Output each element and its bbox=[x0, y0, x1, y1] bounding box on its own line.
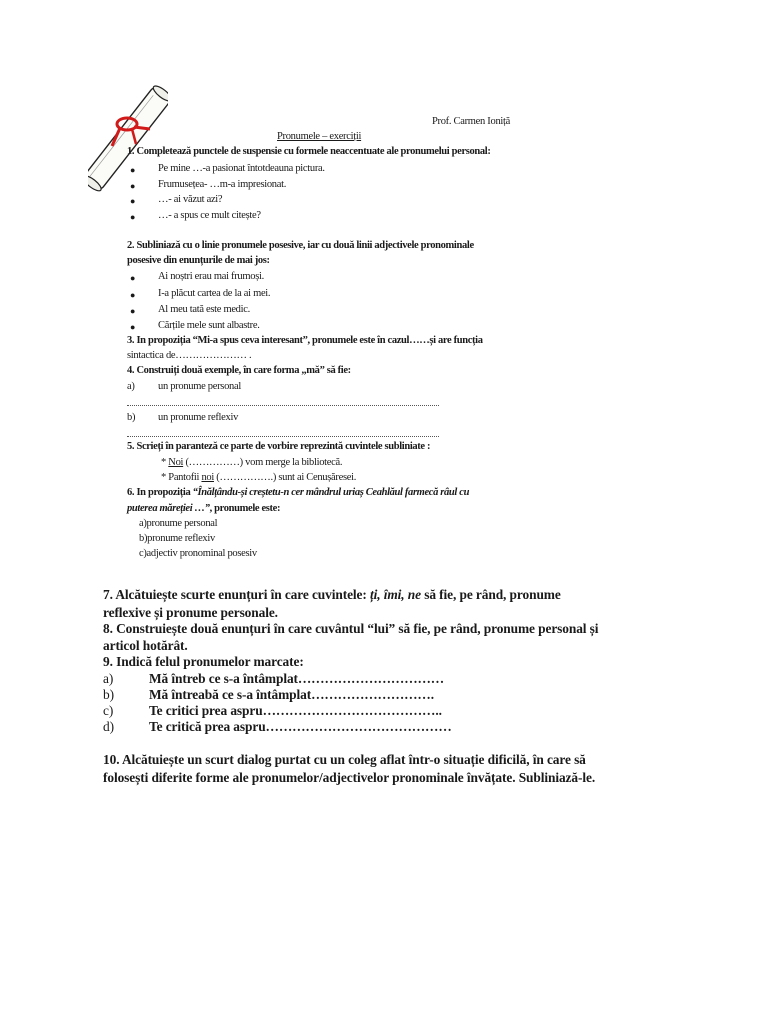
answer-line bbox=[127, 436, 439, 437]
ex2-prompt-line2: posesive din enunțurile de mai jos: bbox=[127, 255, 270, 266]
ex9-item: Te critică prea aspru…………………………………… bbox=[149, 719, 452, 734]
ex4-a-label: a) bbox=[127, 381, 135, 392]
underlined-word: noi bbox=[201, 472, 214, 483]
ex9-label: d) bbox=[103, 719, 114, 734]
ex2-item: I-a plăcut cartea de la ai mei. bbox=[158, 288, 271, 299]
scroll-icon bbox=[88, 84, 168, 194]
ex10-line2: folosești diferite forme ale pronumelor/adjectivelor pronominale învățate. Subliniază-le. bbox=[103, 770, 596, 785]
bullet-icon: ● bbox=[130, 181, 136, 191]
ex6-line1: 6. In propoziția “Înălțându-și creștetu-n cer mândrul uriaș Ceahlăul farmecă râul cu bbox=[127, 487, 470, 498]
bullet-icon: ● bbox=[130, 322, 136, 332]
ex1-item: Pe mine …-a pasionat întotdeauna pictura. bbox=[158, 163, 325, 174]
ex9-label: a) bbox=[103, 671, 114, 686]
bullet-icon: ● bbox=[130, 306, 136, 316]
ex2-item: Ai noștri erau mai frumoși. bbox=[158, 271, 264, 282]
ex9-prompt: 9. Indică felul pronumelor marcate: bbox=[103, 654, 304, 669]
ex8-line2: articol hotărât. bbox=[103, 638, 188, 653]
ex4-a-text: un pronume personal bbox=[158, 381, 241, 392]
ex5-line1: * Noi (……………) vom merge la bibliotecă. bbox=[161, 457, 343, 468]
ex5-prompt: 5. Scrieți în paranteză ce parte de vorbire reprezintă cuvintele subliniate : bbox=[127, 441, 431, 452]
ex9-label: c) bbox=[103, 703, 114, 718]
ex10-line1: 10. Alcătuiește un scurt dialog purtat cu un coleg aflat într-o situație dificilă, în care să bbox=[103, 752, 586, 767]
bullet-icon: ● bbox=[130, 212, 136, 222]
ex6-option: c)adjectiv pronominal posesiv bbox=[139, 548, 257, 559]
ex9-item: Mă întreb ce s-a întâmplat…………………………… bbox=[149, 671, 445, 686]
ex7-line1: 7. Alcătuiește scurte enunțuri în care cuvintele: ți, îmi, ne să fie, pe rând, pronume bbox=[103, 587, 561, 602]
underlined-word: Noi bbox=[168, 457, 184, 468]
ex9-item: Te critici prea aspru………………………………….. bbox=[149, 703, 442, 718]
ex2-item: Cărțile mele sunt albastre. bbox=[158, 320, 260, 331]
ex5-line2: * Pantofii noi (…………….) sunt ai Cenușăresei. bbox=[161, 472, 357, 483]
ex4-b-text: un pronume reflexiv bbox=[158, 412, 239, 423]
ex4-b-label: b) bbox=[127, 412, 136, 423]
ex6-line2: puterea măreției …”, pronumele este: bbox=[127, 503, 281, 514]
bullet-icon: ● bbox=[130, 290, 136, 300]
ex6-option: b)pronume reflexiv bbox=[139, 533, 215, 544]
ex1-item: …- a spus ce mult citește? bbox=[158, 210, 261, 221]
ex3-line1: 3. In propoziția “Mi-a spus ceva interesant”, pronumele este în cazul……și are funcția bbox=[127, 335, 483, 346]
bullet-icon: ● bbox=[130, 273, 136, 283]
ex3-line2: sintactica de………………… . bbox=[127, 350, 252, 361]
ex9-item: Mă întreabă ce s-a întâmplat………………………. bbox=[149, 687, 434, 702]
ex4-prompt: 4. Construiți două exemple, în care forma „mă” să fie: bbox=[127, 365, 351, 376]
ex8-line1: 8. Construiește două enunțuri în care cuvântul “lui” să fie, pe rând, pronume personal și bbox=[103, 621, 599, 636]
ex1-prompt: 1. Completează punctele de suspensie cu formele neaccentuate ale pronumelui personal: bbox=[127, 146, 491, 157]
ex9-label: b) bbox=[103, 687, 114, 702]
bullet-icon: ● bbox=[130, 165, 136, 175]
ex1-item: …- ai văzut azi? bbox=[158, 194, 223, 205]
ex7-line2: reflexive și pronume personale. bbox=[103, 605, 278, 620]
answer-line bbox=[127, 405, 439, 406]
author-name: Prof. Carmen Ioniță bbox=[432, 116, 510, 127]
bullet-icon: ● bbox=[130, 196, 136, 206]
ex6-option: a)pronume personal bbox=[139, 518, 218, 529]
ex2-item: Al meu tată este medic. bbox=[158, 304, 250, 315]
ex1-item: Frumusețea- …m-a impresionat. bbox=[158, 179, 287, 190]
ex2-prompt-line1: 2. Subliniază cu o linie pronumele posesive, iar cu două linii adjectivele pronominale bbox=[127, 240, 474, 251]
page-title: Pronumele – exerciții bbox=[277, 131, 362, 142]
